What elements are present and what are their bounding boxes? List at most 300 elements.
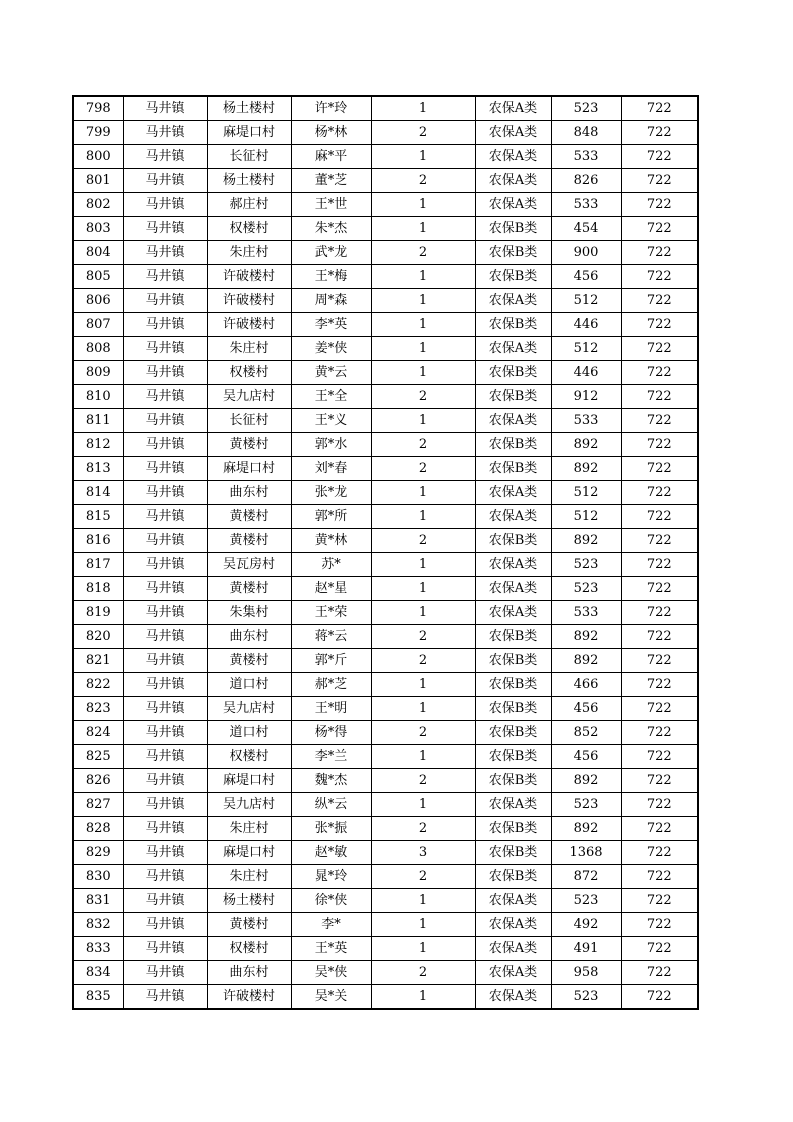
household-count-cell: 1 — [371, 481, 475, 505]
insurance-type-cell: 农保A类 — [475, 961, 551, 985]
row-number-cell: 813 — [73, 457, 123, 481]
row-number-cell: 826 — [73, 769, 123, 793]
town-cell: 马井镇 — [123, 697, 207, 721]
standard-cell: 722 — [621, 601, 698, 625]
village-cell: 许破楼村 — [207, 313, 291, 337]
insurance-type-cell: 农保B类 — [475, 433, 551, 457]
amount-cell: 456 — [551, 697, 621, 721]
insurance-type-cell: 农保B类 — [475, 697, 551, 721]
table-row — [73, 745, 698, 769]
standard-cell: 722 — [621, 697, 698, 721]
standard-cell: 722 — [621, 793, 698, 817]
data-sheet — [72, 95, 697, 1010]
table-row — [73, 193, 698, 217]
row-number-cell: 811 — [73, 409, 123, 433]
standard-cell: 722 — [621, 121, 698, 145]
town-cell: 马井镇 — [123, 577, 207, 601]
name-cell: 李*英 — [291, 313, 371, 337]
village-cell: 朱庄村 — [207, 337, 291, 361]
standard-cell: 722 — [621, 889, 698, 913]
amount-cell: 533 — [551, 601, 621, 625]
household-count-cell: 3 — [371, 841, 475, 865]
household-count-cell: 2 — [371, 385, 475, 409]
name-cell: 武*龙 — [291, 241, 371, 265]
amount-cell: 523 — [551, 96, 621, 121]
household-count-cell: 1 — [371, 145, 475, 169]
name-cell: 纵*云 — [291, 793, 371, 817]
amount-cell: 892 — [551, 457, 621, 481]
standard-cell: 722 — [621, 937, 698, 961]
insurance-type-cell: 农保A类 — [475, 169, 551, 193]
village-cell: 黄楼村 — [207, 913, 291, 937]
household-count-cell: 1 — [371, 289, 475, 313]
village-cell: 麻堤口村 — [207, 457, 291, 481]
name-cell: 吴*侠 — [291, 961, 371, 985]
household-count-cell: 2 — [371, 457, 475, 481]
table-row — [73, 361, 698, 385]
household-count-cell: 1 — [371, 745, 475, 769]
insurance-type-cell: 农保B类 — [475, 841, 551, 865]
name-cell: 王*全 — [291, 385, 371, 409]
insurance-type-cell: 农保A类 — [475, 889, 551, 913]
table-row — [73, 337, 698, 361]
name-cell: 蒋*云 — [291, 625, 371, 649]
standard-cell: 722 — [621, 193, 698, 217]
insurance-type-cell: 农保B类 — [475, 385, 551, 409]
amount-cell: 523 — [551, 985, 621, 1010]
amount-cell: 523 — [551, 889, 621, 913]
household-count-cell: 1 — [371, 96, 475, 121]
insurance-type-cell: 农保B类 — [475, 745, 551, 769]
insurance-type-cell: 农保B类 — [475, 817, 551, 841]
row-number-cell: 812 — [73, 433, 123, 457]
amount-cell: 523 — [551, 577, 621, 601]
household-count-cell: 1 — [371, 913, 475, 937]
standard-cell: 722 — [621, 673, 698, 697]
row-number-cell: 822 — [73, 673, 123, 697]
name-cell: 王*世 — [291, 193, 371, 217]
standard-cell: 722 — [621, 96, 698, 121]
name-cell: 王*明 — [291, 697, 371, 721]
standard-cell: 722 — [621, 481, 698, 505]
amount-cell: 892 — [551, 529, 621, 553]
household-count-cell: 2 — [371, 433, 475, 457]
village-cell: 郝庄村 — [207, 193, 291, 217]
town-cell: 马井镇 — [123, 553, 207, 577]
village-cell: 曲东村 — [207, 481, 291, 505]
table-row — [73, 697, 698, 721]
amount-cell: 456 — [551, 745, 621, 769]
town-cell: 马井镇 — [123, 865, 207, 889]
row-number-cell: 835 — [73, 985, 123, 1010]
table-row — [73, 313, 698, 337]
standard-cell: 722 — [621, 409, 698, 433]
amount-cell: 446 — [551, 361, 621, 385]
insurance-type-cell: 农保B类 — [475, 313, 551, 337]
insurance-type-cell: 农保A类 — [475, 937, 551, 961]
town-cell: 马井镇 — [123, 217, 207, 241]
name-cell: 郭*所 — [291, 505, 371, 529]
insurance-type-cell: 农保A类 — [475, 96, 551, 121]
table-row — [73, 793, 698, 817]
name-cell: 张*振 — [291, 817, 371, 841]
village-cell: 吴九店村 — [207, 385, 291, 409]
table-row — [73, 121, 698, 145]
row-number-cell: 807 — [73, 313, 123, 337]
table-row — [73, 601, 698, 625]
table-row — [73, 649, 698, 673]
village-cell: 麻堤口村 — [207, 121, 291, 145]
household-count-cell: 1 — [371, 673, 475, 697]
table-row — [73, 505, 698, 529]
name-cell: 晁*玲 — [291, 865, 371, 889]
name-cell: 徐*侠 — [291, 889, 371, 913]
name-cell: 杨*得 — [291, 721, 371, 745]
row-number-cell: 800 — [73, 145, 123, 169]
amount-cell: 456 — [551, 265, 621, 289]
name-cell: 李*兰 — [291, 745, 371, 769]
village-cell: 麻堤口村 — [207, 769, 291, 793]
village-cell: 长征村 — [207, 145, 291, 169]
household-count-cell: 2 — [371, 649, 475, 673]
name-cell: 杨*林 — [291, 121, 371, 145]
amount-cell: 533 — [551, 409, 621, 433]
village-cell: 黄楼村 — [207, 577, 291, 601]
row-number-cell: 831 — [73, 889, 123, 913]
standard-cell: 722 — [621, 529, 698, 553]
row-number-cell: 821 — [73, 649, 123, 673]
amount-cell: 892 — [551, 769, 621, 793]
amount-cell: 491 — [551, 937, 621, 961]
insurance-type-cell: 农保A类 — [475, 481, 551, 505]
name-cell: 郭*斤 — [291, 649, 371, 673]
standard-cell: 722 — [621, 433, 698, 457]
household-count-cell: 1 — [371, 313, 475, 337]
name-cell: 郝*芝 — [291, 673, 371, 697]
household-count-cell: 1 — [371, 337, 475, 361]
insurance-type-cell: 农保A类 — [475, 145, 551, 169]
row-number-cell: 803 — [73, 217, 123, 241]
amount-cell: 512 — [551, 481, 621, 505]
table-row — [73, 529, 698, 553]
row-number-cell: 806 — [73, 289, 123, 313]
amount-cell: 446 — [551, 313, 621, 337]
table-row — [73, 433, 698, 457]
amount-cell: 512 — [551, 505, 621, 529]
row-number-cell: 804 — [73, 241, 123, 265]
household-count-cell: 1 — [371, 265, 475, 289]
row-number-cell: 832 — [73, 913, 123, 937]
table-row — [73, 457, 698, 481]
row-number-cell: 824 — [73, 721, 123, 745]
household-count-cell: 1 — [371, 217, 475, 241]
table-row — [73, 481, 698, 505]
table-row — [73, 865, 698, 889]
town-cell: 马井镇 — [123, 841, 207, 865]
village-cell: 吴瓦房村 — [207, 553, 291, 577]
amount-cell: 466 — [551, 673, 621, 697]
name-cell: 黄*云 — [291, 361, 371, 385]
insurance-type-cell: 农保A类 — [475, 505, 551, 529]
row-number-cell: 814 — [73, 481, 123, 505]
amount-cell: 892 — [551, 817, 621, 841]
table-row — [73, 409, 698, 433]
name-cell: 王*英 — [291, 937, 371, 961]
name-cell: 朱*杰 — [291, 217, 371, 241]
table-row — [73, 721, 698, 745]
standard-cell: 722 — [621, 913, 698, 937]
amount-cell: 454 — [551, 217, 621, 241]
town-cell: 马井镇 — [123, 289, 207, 313]
row-number-cell: 808 — [73, 337, 123, 361]
table-row — [73, 937, 698, 961]
name-cell: 赵*敏 — [291, 841, 371, 865]
standard-cell: 722 — [621, 337, 698, 361]
household-count-cell: 2 — [371, 121, 475, 145]
village-cell: 朱庄村 — [207, 241, 291, 265]
row-number-cell: 823 — [73, 697, 123, 721]
town-cell: 马井镇 — [123, 625, 207, 649]
insurance-type-cell: 农保B类 — [475, 673, 551, 697]
insurance-type-cell: 农保A类 — [475, 553, 551, 577]
insurance-type-cell: 农保A类 — [475, 121, 551, 145]
table-row — [73, 96, 698, 121]
table-body — [73, 96, 698, 1009]
household-count-cell: 1 — [371, 937, 475, 961]
town-cell: 马井镇 — [123, 937, 207, 961]
standard-cell: 722 — [621, 265, 698, 289]
row-number-cell: 830 — [73, 865, 123, 889]
town-cell: 马井镇 — [123, 889, 207, 913]
household-count-cell: 1 — [371, 601, 475, 625]
standard-cell: 722 — [621, 361, 698, 385]
village-cell: 权楼村 — [207, 745, 291, 769]
village-cell: 权楼村 — [207, 937, 291, 961]
table-row — [73, 169, 698, 193]
insurance-type-cell: 农保B类 — [475, 721, 551, 745]
town-cell: 马井镇 — [123, 433, 207, 457]
table-row — [73, 553, 698, 577]
row-number-cell: 802 — [73, 193, 123, 217]
name-cell: 姜*侠 — [291, 337, 371, 361]
amount-cell: 512 — [551, 337, 621, 361]
town-cell: 马井镇 — [123, 169, 207, 193]
row-number-cell: 809 — [73, 361, 123, 385]
standard-cell: 722 — [621, 289, 698, 313]
village-cell: 权楼村 — [207, 361, 291, 385]
insurance-type-cell: 农保B类 — [475, 649, 551, 673]
town-cell: 马井镇 — [123, 817, 207, 841]
amount-cell: 892 — [551, 649, 621, 673]
village-cell: 曲东村 — [207, 961, 291, 985]
table-row — [73, 817, 698, 841]
row-number-cell: 799 — [73, 121, 123, 145]
town-cell: 马井镇 — [123, 265, 207, 289]
household-count-cell: 1 — [371, 577, 475, 601]
insurance-type-cell: 农保B类 — [475, 625, 551, 649]
town-cell: 马井镇 — [123, 601, 207, 625]
village-cell: 朱集村 — [207, 601, 291, 625]
town-cell: 马井镇 — [123, 409, 207, 433]
name-cell: 郭*水 — [291, 433, 371, 457]
standard-cell: 722 — [621, 961, 698, 985]
row-number-cell: 817 — [73, 553, 123, 577]
row-number-cell: 801 — [73, 169, 123, 193]
town-cell: 马井镇 — [123, 505, 207, 529]
town-cell: 马井镇 — [123, 361, 207, 385]
amount-cell: 848 — [551, 121, 621, 145]
table-row — [73, 889, 698, 913]
standard-cell: 722 — [621, 505, 698, 529]
row-number-cell: 815 — [73, 505, 123, 529]
village-cell: 黄楼村 — [207, 529, 291, 553]
row-number-cell: 819 — [73, 601, 123, 625]
town-cell: 马井镇 — [123, 649, 207, 673]
name-cell: 许*玲 — [291, 96, 371, 121]
standard-cell: 722 — [621, 745, 698, 769]
insurance-type-cell: 农保A类 — [475, 985, 551, 1010]
insurance-type-cell: 农保B类 — [475, 457, 551, 481]
amount-cell: 872 — [551, 865, 621, 889]
standard-cell: 722 — [621, 721, 698, 745]
town-cell: 马井镇 — [123, 385, 207, 409]
table-row — [73, 985, 698, 1010]
insurance-type-cell: 农保A类 — [475, 289, 551, 313]
amount-cell: 533 — [551, 145, 621, 169]
household-count-cell: 2 — [371, 961, 475, 985]
amount-cell: 958 — [551, 961, 621, 985]
name-cell: 赵*星 — [291, 577, 371, 601]
town-cell: 马井镇 — [123, 481, 207, 505]
household-count-cell: 1 — [371, 697, 475, 721]
village-cell: 道口村 — [207, 721, 291, 745]
town-cell: 马井镇 — [123, 96, 207, 121]
amount-cell: 892 — [551, 433, 621, 457]
standard-cell: 722 — [621, 145, 698, 169]
table-row — [73, 289, 698, 313]
name-cell: 王*义 — [291, 409, 371, 433]
village-cell: 许破楼村 — [207, 265, 291, 289]
village-cell: 麻堤口村 — [207, 841, 291, 865]
village-cell: 许破楼村 — [207, 289, 291, 313]
town-cell: 马井镇 — [123, 193, 207, 217]
records-table — [72, 95, 699, 1010]
amount-cell: 533 — [551, 193, 621, 217]
insurance-type-cell: 农保A类 — [475, 193, 551, 217]
household-count-cell: 2 — [371, 817, 475, 841]
household-count-cell: 1 — [371, 193, 475, 217]
amount-cell: 1368 — [551, 841, 621, 865]
town-cell: 马井镇 — [123, 913, 207, 937]
insurance-type-cell: 农保B类 — [475, 265, 551, 289]
name-cell: 魏*杰 — [291, 769, 371, 793]
amount-cell: 900 — [551, 241, 621, 265]
amount-cell: 852 — [551, 721, 621, 745]
household-count-cell: 1 — [371, 985, 475, 1010]
amount-cell: 492 — [551, 913, 621, 937]
household-count-cell: 2 — [371, 169, 475, 193]
standard-cell: 722 — [621, 625, 698, 649]
village-cell: 朱庄村 — [207, 817, 291, 841]
row-number-cell: 818 — [73, 577, 123, 601]
village-cell: 吴九店村 — [207, 793, 291, 817]
amount-cell: 892 — [551, 625, 621, 649]
household-count-cell: 1 — [371, 793, 475, 817]
amount-cell: 912 — [551, 385, 621, 409]
standard-cell: 722 — [621, 817, 698, 841]
amount-cell: 523 — [551, 793, 621, 817]
table-row — [73, 265, 698, 289]
name-cell: 刘*春 — [291, 457, 371, 481]
table-row — [73, 769, 698, 793]
standard-cell: 722 — [621, 385, 698, 409]
name-cell: 吴*关 — [291, 985, 371, 1010]
village-cell: 朱庄村 — [207, 865, 291, 889]
village-cell: 曲东村 — [207, 625, 291, 649]
standard-cell: 722 — [621, 841, 698, 865]
table-row — [73, 913, 698, 937]
insurance-type-cell: 农保A类 — [475, 601, 551, 625]
village-cell: 吴九店村 — [207, 697, 291, 721]
row-number-cell: 820 — [73, 625, 123, 649]
name-cell: 李* — [291, 913, 371, 937]
household-count-cell: 2 — [371, 721, 475, 745]
village-cell: 许破楼村 — [207, 985, 291, 1010]
insurance-type-cell: 农保A类 — [475, 409, 551, 433]
town-cell: 马井镇 — [123, 121, 207, 145]
standard-cell: 722 — [621, 649, 698, 673]
row-number-cell: 810 — [73, 385, 123, 409]
insurance-type-cell: 农保B类 — [475, 361, 551, 385]
row-number-cell: 798 — [73, 96, 123, 121]
standard-cell: 722 — [621, 457, 698, 481]
village-cell: 道口村 — [207, 673, 291, 697]
standard-cell: 722 — [621, 169, 698, 193]
standard-cell: 722 — [621, 553, 698, 577]
household-count-cell: 1 — [371, 889, 475, 913]
name-cell: 张*龙 — [291, 481, 371, 505]
insurance-type-cell: 农保A类 — [475, 577, 551, 601]
household-count-cell: 2 — [371, 529, 475, 553]
table-row — [73, 217, 698, 241]
standard-cell: 722 — [621, 313, 698, 337]
row-number-cell: 829 — [73, 841, 123, 865]
town-cell: 马井镇 — [123, 721, 207, 745]
household-count-cell: 1 — [371, 409, 475, 433]
standard-cell: 722 — [621, 217, 698, 241]
town-cell: 马井镇 — [123, 769, 207, 793]
insurance-type-cell: 农保B类 — [475, 217, 551, 241]
name-cell: 王*梅 — [291, 265, 371, 289]
insurance-type-cell: 农保A类 — [475, 793, 551, 817]
table-row — [73, 145, 698, 169]
village-cell: 长征村 — [207, 409, 291, 433]
village-cell: 黄楼村 — [207, 649, 291, 673]
name-cell: 周*森 — [291, 289, 371, 313]
village-cell: 黄楼村 — [207, 505, 291, 529]
household-count-cell: 1 — [371, 361, 475, 385]
village-cell: 权楼村 — [207, 217, 291, 241]
town-cell: 马井镇 — [123, 961, 207, 985]
town-cell: 马井镇 — [123, 145, 207, 169]
village-cell: 杨土楼村 — [207, 96, 291, 121]
row-number-cell: 833 — [73, 937, 123, 961]
row-number-cell: 834 — [73, 961, 123, 985]
row-number-cell: 825 — [73, 745, 123, 769]
insurance-type-cell: 农保B类 — [475, 865, 551, 889]
household-count-cell: 2 — [371, 865, 475, 889]
town-cell: 马井镇 — [123, 985, 207, 1010]
